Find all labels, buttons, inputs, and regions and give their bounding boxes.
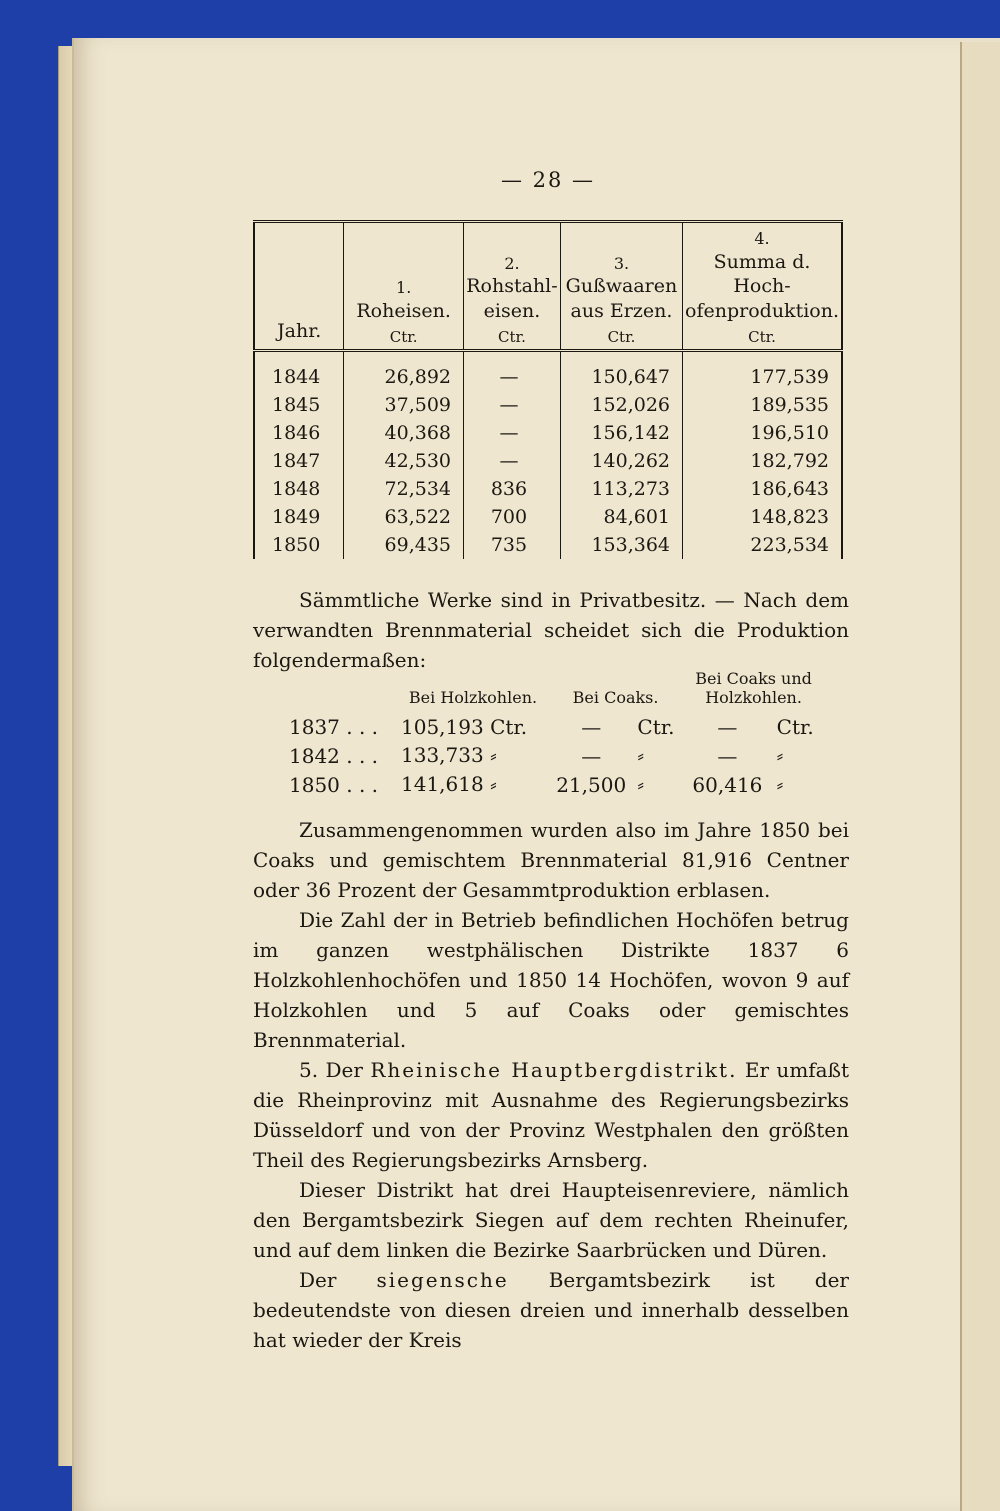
cell-guss: 156,142 xyxy=(560,419,682,447)
cell-rohstahl: — xyxy=(464,391,561,419)
siegen-spaced: siegensche xyxy=(376,1268,509,1292)
siegen-prefix: Der xyxy=(299,1268,377,1292)
cell-rohstahl: 700 xyxy=(464,503,561,531)
section-text: Er umfaßt die Rheinprovinz mit Ausnahme des Regierungsbezirks Düsseldorf und von der Provinz Westphalen den größten Theil des Regierungsbezirks Arnsberg. xyxy=(253,1058,850,1172)
cell-summa: 189,535 xyxy=(750,394,829,417)
body-text xyxy=(253,815,849,1355)
cell-year: 1848 xyxy=(254,475,344,503)
cell-guss: 84,601 xyxy=(560,503,682,531)
fuel-cell-mixed-unit: ⸗ xyxy=(776,743,784,768)
paragraph-privatbesitz xyxy=(253,585,849,675)
fuel-cell-mixed-unit: Ctr. xyxy=(776,715,814,740)
page-number: — 28 — xyxy=(500,168,596,192)
cell-summa: 223,534 xyxy=(750,534,829,557)
fuel-header-year xyxy=(285,668,397,713)
fuel-header-holzkohlen: Bei Holzkohlen. xyxy=(408,688,538,708)
cell-year: 1847 xyxy=(254,447,344,475)
paragraph-text: Sämmtliche Werke sind in Privatbesitz. — Nach dem verwandten Brennmaterial scheidet sich die Produktion folgendermaßen: xyxy=(253,588,849,672)
fuel-cell-coaks: — xyxy=(581,743,602,768)
cell-year: 1846 xyxy=(254,419,344,447)
table-row xyxy=(254,447,842,475)
siegen-text: Bergamtsbezirk ist der bedeutendste von diesen dreien und innerhalb desselben hat wieder der Kreis xyxy=(253,1268,849,1352)
paragraph-hochoefen: Die Zahl der in Betrieb befindlichen Hochöfen betrug im ganzen westphälischen Distrikte 1837 6 Holzkohlenhochöfen und 1850 14 Hochöfen, wovon 9 auf Holzkohlen und 5 auf Coaks oder gemischtes Brennmaterial. xyxy=(253,908,849,1052)
fuel-cell-coaks: — xyxy=(581,715,602,740)
paragraph-rheinischer-distrikt xyxy=(253,1055,849,1175)
fuel-cell-mixed: — xyxy=(717,743,738,768)
cell-summa: 148,823 xyxy=(750,506,829,529)
cell-guss: 153,364 xyxy=(560,531,682,559)
header-summa: 4. Summa d. Hoch-ofenproduktion. Ctr. xyxy=(683,222,842,351)
table-row xyxy=(254,503,842,531)
header-gusswaaren: 3. Gußwaaren aus Erzen. Ctr. xyxy=(560,222,682,351)
fuel-table-header xyxy=(285,668,825,713)
fuel-header-mixed: Bei Coaks und Holzkohlen. xyxy=(695,669,812,708)
cell-summa: 182,792 xyxy=(750,450,829,473)
cell-year: 1850 xyxy=(254,531,344,559)
cell-rohstahl: 836 xyxy=(464,475,561,503)
cell-summa: 177,539 xyxy=(750,366,829,389)
paragraph-haupteisenreviere: Dieser Distrikt hat drei Haupteisenreviere, nämlich den Bergamtsbezirk Siegen auf dem rechten Rheinufer, und auf dem linken die Bezirke Saarbrücken und Düren. xyxy=(253,1178,849,1262)
cell-summa: 186,643 xyxy=(750,478,829,501)
cell-rohstahl: — xyxy=(464,351,561,392)
section-prefix: 5. Der xyxy=(299,1058,371,1082)
cell-guss: 150,647 xyxy=(560,351,682,392)
section-heading: Rheinische Hauptbergdistrikt. xyxy=(370,1058,738,1082)
cell-roheisen: 40,368 xyxy=(344,419,464,447)
cell-guss: 140,262 xyxy=(560,447,682,475)
fuel-cell-mixed-unit: ⸗ xyxy=(776,772,784,797)
cell-guss: 152,026 xyxy=(560,391,682,419)
production-table-header xyxy=(254,222,842,351)
fuel-cell-coaks-unit: ⸗ xyxy=(637,772,645,797)
table-row xyxy=(254,391,842,419)
fuel-cell-mixed: — xyxy=(717,715,738,740)
fuel-cell-mixed: 60,416 xyxy=(692,772,763,797)
fuel-cell-year: 1842 . . . xyxy=(289,743,379,768)
cell-rohstahl: — xyxy=(464,447,561,475)
cell-roheisen: 63,522 xyxy=(344,503,464,531)
fuel-cell-coaks-unit: ⸗ xyxy=(637,743,645,768)
table-row xyxy=(254,351,842,392)
cell-guss: 113,273 xyxy=(560,475,682,503)
header-year: Jahr. xyxy=(254,222,344,351)
fuel-cell-holz: 105,193 Ctr. xyxy=(401,715,528,740)
production-table xyxy=(253,220,843,559)
cell-roheisen: 37,509 xyxy=(344,391,464,419)
fuel-cell-year: 1837 . . . xyxy=(289,715,379,740)
paragraph-siegen xyxy=(253,1265,849,1355)
paragraph-zusammengenommen: Zusammengenommen wurden also im Jahre 1850 bei Coaks und gemischtem Brennmaterial 81,916 Centner oder 36 Prozent der Gesammtproduktion erblasen. xyxy=(253,818,849,902)
header-rohstahleisen: 2. Rohstahl-eisen. Ctr. xyxy=(464,222,561,351)
table-row xyxy=(254,531,842,559)
fuel-cell-coaks-unit: Ctr. xyxy=(637,715,675,740)
cell-year: 1849 xyxy=(254,503,344,531)
cell-roheisen: 69,435 xyxy=(344,531,464,559)
cell-rohstahl: 735 xyxy=(464,531,561,559)
next-page-edge xyxy=(960,42,1000,1511)
cell-roheisen: 42,530 xyxy=(344,447,464,475)
cell-rohstahl: — xyxy=(464,419,561,447)
cell-roheisen: 72,534 xyxy=(344,475,464,503)
fuel-cell-holz: 133,733 ⸗ xyxy=(401,743,497,768)
fuel-cell-year: 1850 . . . xyxy=(289,772,379,797)
fuel-header-coaks: Bei Coaks. xyxy=(572,688,659,708)
cell-year: 1844 xyxy=(254,351,344,392)
header-roheisen: 1. Roheisen. Ctr. xyxy=(344,222,464,351)
table-row xyxy=(285,741,825,770)
table-row xyxy=(285,713,825,741)
cell-summa: 196,510 xyxy=(750,422,829,445)
table-row xyxy=(254,475,842,503)
fuel-table xyxy=(285,668,825,799)
table-row xyxy=(254,419,842,447)
cell-roheisen: 26,892 xyxy=(344,351,464,392)
cell-year: 1845 xyxy=(254,391,344,419)
fuel-cell-coaks: 21,500 xyxy=(556,772,627,797)
table-row xyxy=(285,770,825,799)
fuel-cell-holz: 141,618 ⸗ xyxy=(401,772,497,797)
